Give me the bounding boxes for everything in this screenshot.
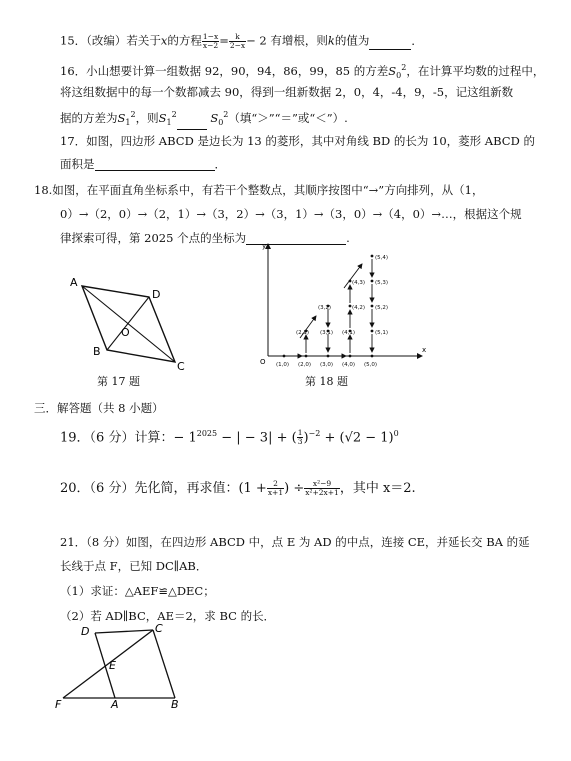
q16-s1-b: S xyxy=(158,110,167,125)
q16-s0-sup: 2 xyxy=(401,63,407,72)
q17-answer-blank[interactable] xyxy=(95,158,215,171)
question-20 xyxy=(60,480,416,497)
q19-exp-0: 0 xyxy=(393,429,399,438)
label-o: O xyxy=(121,326,130,339)
question-16-line-2 xyxy=(60,85,513,99)
q15-text-tail: − 2 有增根，则 xyxy=(246,33,328,48)
question-19 xyxy=(60,427,399,446)
q16-s0-sub: 0 xyxy=(396,71,402,81)
q20-paren-open: (1 + xyxy=(238,481,267,496)
q17-period: ． xyxy=(214,157,226,171)
q21-part-1: （1）求证：△AEF≌△DEC； xyxy=(60,584,215,598)
q15-text-pre: （改编）若关于 xyxy=(86,33,161,48)
question-16-line-1 xyxy=(60,61,544,83)
q17-text-1: 如图，四边形 ABCD 是边长为 13 的菱形，其中对角线 BD 的长为 10，菱形 ABCD 的 xyxy=(86,134,535,148)
q15-fraction-1 xyxy=(202,33,219,50)
q16-text-1: 小山想要计算一组数据 92，90，94，86，99，85 的方差 xyxy=(86,63,389,78)
pt-4-1: (4,1) xyxy=(342,330,356,336)
q16-s0-b: S xyxy=(210,110,219,125)
pt-1-0: (1,0) xyxy=(276,362,290,368)
pt-3-1: (3,1) xyxy=(320,330,334,336)
segment-cb xyxy=(153,630,175,698)
question-17-line-1 xyxy=(60,134,535,148)
q16-text-2: 将这组数据中的每一个数都减去 90，得到一组新数据 2，0，4，-4，9，-5，记这组新数 xyxy=(60,85,514,99)
q20-paren-close: ) ÷ xyxy=(284,481,305,496)
x-axis-label: x xyxy=(422,346,427,354)
q18-text-2: 0）→（2，0）→（2，1）→（3，2）→（3，1）→（3，0）→（4，0）→…，根据这个规 xyxy=(60,207,522,221)
q20-prompt: （6 分）先化简，再求值： xyxy=(89,481,239,496)
figure-18-lattice xyxy=(250,240,430,372)
pt-3-2: (3,2) xyxy=(318,305,332,311)
q19-expr-b: − | − 3| + ( xyxy=(217,430,297,446)
diagonal-bd xyxy=(107,297,149,350)
question-15 xyxy=(60,33,423,50)
q15-frac2-den: 2−x xyxy=(229,41,246,50)
q16-s1: S xyxy=(117,110,126,125)
label-d: D xyxy=(81,625,90,638)
pt-4-0: (4,0) xyxy=(342,362,356,368)
q20-f1-den: x+1 xyxy=(267,488,284,497)
question-18-line-1 xyxy=(34,183,484,197)
label-c: C xyxy=(177,360,185,373)
q19-expr-c: ) xyxy=(303,430,309,446)
q17-text-2: 面积是 xyxy=(60,157,95,171)
figure-21-quadrilateral xyxy=(55,620,195,710)
q16-s1b-sub: 1 xyxy=(166,118,172,128)
figure-18-caption: 第 18 题 xyxy=(305,375,348,388)
y-axis-label: y xyxy=(262,242,267,250)
question-16-line-3 xyxy=(60,108,348,130)
q21-part-2: （2）若 AD∥BC，AE＝2，求 BC 的长． xyxy=(60,609,276,623)
q15-var-x: x xyxy=(160,33,168,48)
q16-s0b-sub: 0 xyxy=(218,118,224,128)
label-a: A xyxy=(70,276,78,289)
q19-exp-2025: 2025 xyxy=(196,429,218,438)
q20-f2-num: x²−9 xyxy=(304,480,340,489)
q21-text-1: （8 分）如图，在四边形 ABCD 中，点 E 为 AD 的中点，连接 CE，并延长交 BA 的延 xyxy=(86,535,530,549)
q18-period: . xyxy=(346,231,350,245)
q16-answer-blank[interactable] xyxy=(177,117,207,130)
q15-fraction-2 xyxy=(229,33,246,50)
q16-text-3a: 据的方差为 xyxy=(60,110,118,125)
label-a: A xyxy=(111,698,119,710)
q15-period: ． xyxy=(411,33,423,48)
q15-answer-blank[interactable] xyxy=(369,37,411,50)
pt-5-0: (5,0) xyxy=(364,362,378,368)
figure-17-rhombus xyxy=(60,270,200,375)
segment-dc xyxy=(95,630,153,633)
q20-tail: ，其中 x＝2. xyxy=(339,481,416,496)
pt-5-4: (5,4) xyxy=(375,255,389,261)
q19-expr-d: + (√2 − 1) xyxy=(320,430,394,446)
section-3-heading: 三．解答题（共 8 小题） xyxy=(34,401,164,415)
q16-text-3c: （填“＞”“＝”或“＜”）. xyxy=(228,110,348,125)
q19-number: 19． xyxy=(60,430,90,446)
q20-fraction-2 xyxy=(304,480,340,497)
q19-frac-num: 1 xyxy=(297,428,303,438)
figure-17-caption: 第 17 题 xyxy=(97,375,140,388)
q16-s0b-sup: 2 xyxy=(223,110,229,119)
label-d: D xyxy=(152,288,161,301)
pt-2-1: (2,1) xyxy=(296,330,310,336)
q20-f2-den: x²+2x+1 xyxy=(305,488,339,497)
pt-5-3: (5,3) xyxy=(375,280,389,286)
q15-text-mid: 的方程 xyxy=(167,33,202,48)
pt-5-2: (5,2) xyxy=(375,305,389,311)
q18-text-3: 律探索可得，第 2025 个点的坐标为 xyxy=(60,231,247,245)
q18-text-1: 如图，在平面直角坐标系中，有若干个整数点，其顺序按图中“→”方向排列，从（1， xyxy=(52,183,484,197)
pt-4-2: (4,2) xyxy=(352,305,366,311)
q19-exp-neg2: −2 xyxy=(308,429,321,438)
q20-fraction-1 xyxy=(267,480,284,497)
q16-text-1b: ，在计算平均数的过程中， xyxy=(406,63,545,78)
q19-expr-a: − 1 xyxy=(173,430,197,446)
label-c: C xyxy=(155,622,163,635)
q15-var-k: k xyxy=(327,33,335,48)
q15-frac1-num: 1−x xyxy=(202,32,219,41)
q17-number: 17． xyxy=(60,134,87,148)
question-17-line-2 xyxy=(60,157,226,171)
q15-frac2-num: k xyxy=(229,33,246,42)
label-b: B xyxy=(171,698,179,710)
q16-number: 16． xyxy=(60,63,87,78)
q15-frac1-den: x−2 xyxy=(202,41,219,50)
origin-label: O xyxy=(260,358,266,366)
q19-frac-den: 3 xyxy=(297,437,303,447)
pt-4-3: (4,3) xyxy=(352,280,366,286)
q15-number: 15． xyxy=(60,33,87,48)
pt-2-0: (2,0) xyxy=(298,362,312,368)
q21-number: 21． xyxy=(60,535,87,549)
q16-text-3b: ，则 xyxy=(135,110,159,125)
q20-f1-num: 2 xyxy=(267,480,284,489)
q16-s1-sub: 1 xyxy=(125,118,131,128)
q15-text-end: 的值为 xyxy=(334,33,370,48)
q19-prompt: （6 分）计算： xyxy=(89,430,174,446)
question-21-line-1 xyxy=(60,535,530,549)
q16-s0: S xyxy=(388,63,397,78)
question-18-line-2 xyxy=(60,207,522,221)
label-f: F xyxy=(55,698,62,710)
q15-equals: = xyxy=(219,33,229,48)
pt-5-1: (5,1) xyxy=(375,330,389,336)
q16-s1b-sup: 2 xyxy=(171,110,177,119)
segment-cf xyxy=(63,630,153,698)
q20-number: 20． xyxy=(60,481,90,496)
pt-3-0: (3,0) xyxy=(320,362,334,368)
q21-text-2: 长线于点 F，已知 DC∥AB． xyxy=(60,559,208,573)
label-b: B xyxy=(93,345,101,358)
label-e: E xyxy=(109,659,116,672)
q16-s1-sup: 2 xyxy=(130,110,136,119)
q18-number: 18. xyxy=(34,183,53,197)
